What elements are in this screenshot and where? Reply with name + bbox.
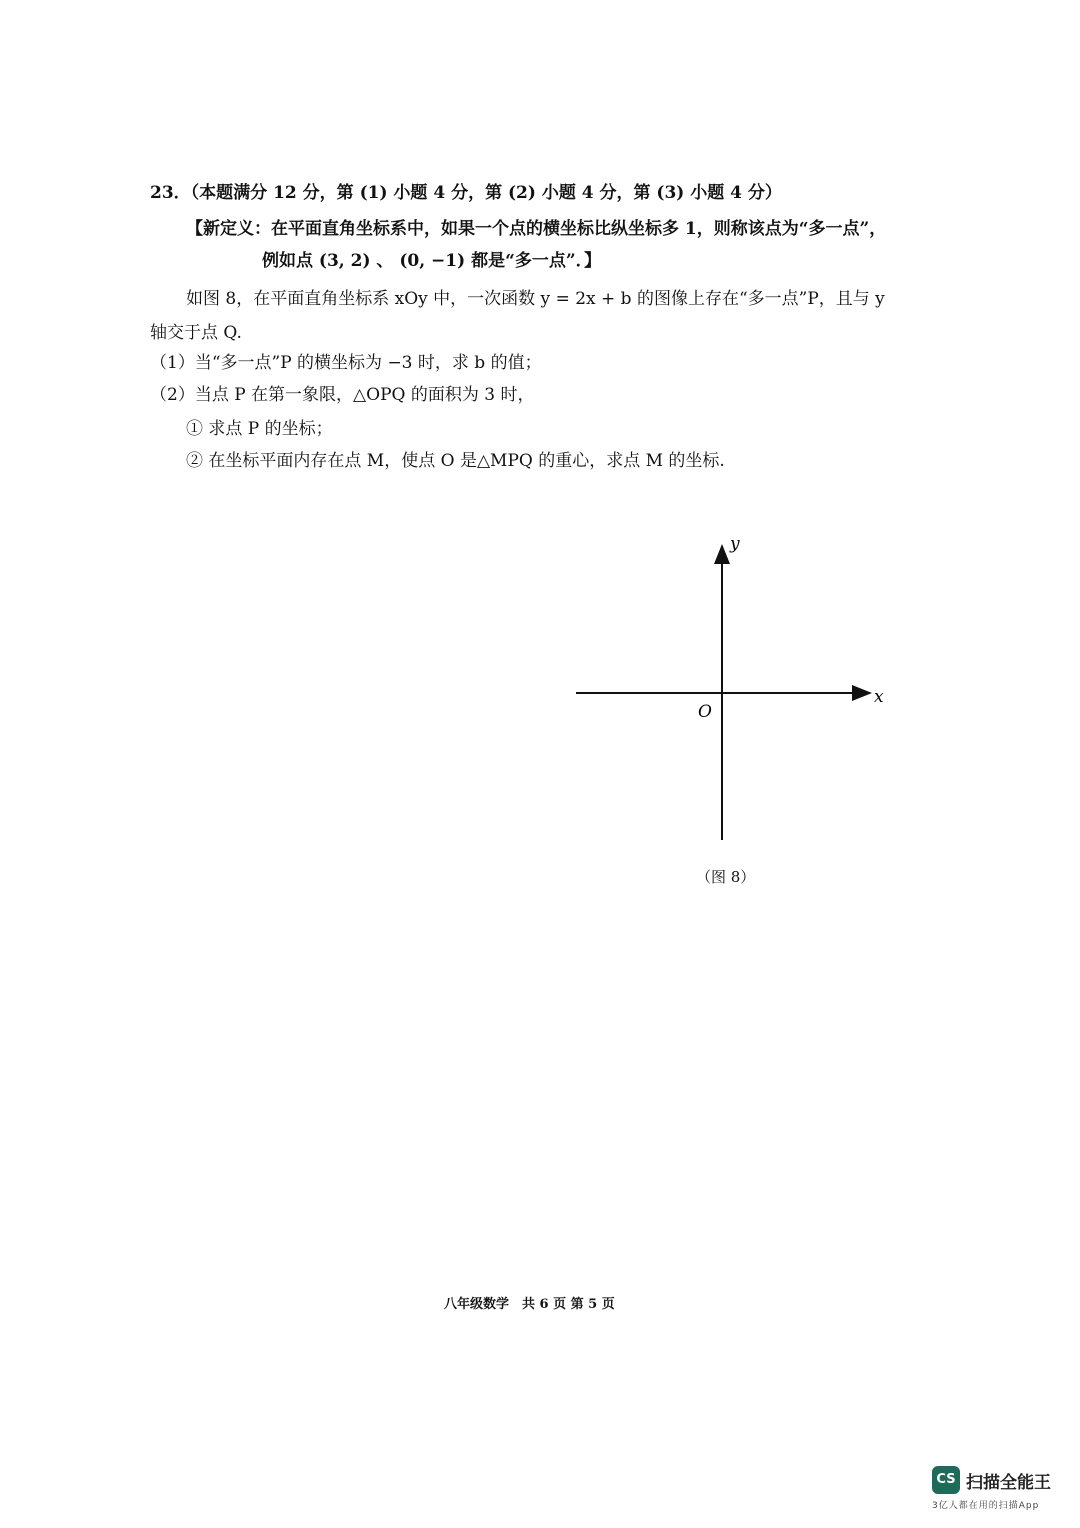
- stem-line-1: 如图 8，在平面直角坐标系 xOy 中，一次函数 y = 2x + b 的图像上存在“多一点”P，且与 y: [186, 289, 885, 309]
- definition-line-1: 【新定义：在平面直角坐标系中，如果一个点的横坐标比纵坐标多 1，则称该点为“多一点”，: [186, 219, 887, 239]
- figure-caption: （图 8）: [696, 868, 756, 886]
- page-footer: 八年级数学 共 6 页 第 5 页: [444, 1297, 615, 1312]
- question-header: 23．（本题满分 12 分，第 (1) 小题 4 分，第 (2) 小题 4 分，第 (3) 小题 4 分）: [150, 183, 782, 203]
- x-axis-label: x: [874, 687, 884, 707]
- origin-label: O: [698, 702, 712, 722]
- part-2-sub-2: ② 在坐标平面内存在点 M，使点 O 是△MPQ 的重心，求点 M 的坐标.: [186, 451, 725, 471]
- coordinate-axes-figure: [570, 530, 900, 850]
- scanner-watermark: [932, 1466, 1062, 1514]
- watermark-name: 扫描全能王: [966, 1473, 1051, 1493]
- part-1: （1）当“多一点”P 的横坐标为 −3 时，求 b 的值；: [150, 353, 542, 373]
- definition-line-2: 例如点 (3, 2) 、 (0, −1) 都是“多一点”．】: [262, 251, 602, 271]
- y-axis-label: y: [730, 534, 740, 554]
- camscanner-logo-icon: CS: [932, 1466, 960, 1494]
- watermark-tagline: 3亿人都在用的扫描App: [932, 1501, 1040, 1511]
- part-2: （2）当点 P 在第一象限，△OPQ 的面积为 3 时，: [150, 385, 535, 405]
- stem-line-2: 轴交于点 Q.: [150, 323, 242, 343]
- part-2-sub-1: ① 求点 P 的坐标；: [186, 419, 333, 439]
